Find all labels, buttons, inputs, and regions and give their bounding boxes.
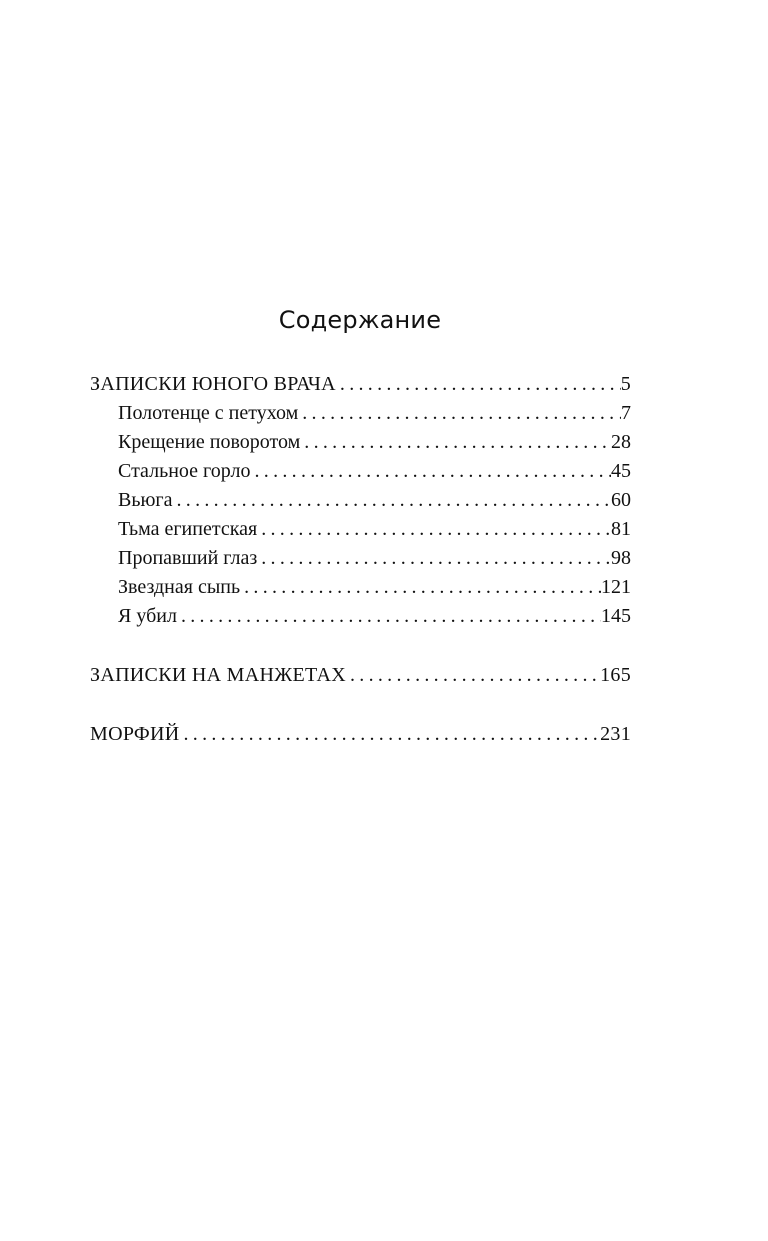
toc-entry-zapiski-na-manzhetakh (90, 661, 631, 690)
dot-leader (250, 457, 611, 486)
toc-entry-kreshchenie (90, 428, 631, 457)
toc-entry-stalnoe-gorlo (90, 457, 631, 486)
toc-entry-page: 145 (601, 605, 631, 627)
toc-entry-page: 45 (611, 460, 631, 482)
dot-leader (240, 573, 601, 602)
toc-entry-morfiy (90, 720, 631, 749)
toc-entry-ya-ubil (90, 602, 631, 631)
toc-entry-title: Крещение поворотом (118, 431, 301, 453)
toc-entry-page: 81 (611, 518, 631, 540)
toc-entry-title: Стальное горло (118, 460, 251, 482)
dot-leader (172, 486, 611, 515)
toc-entry-title: МОРФИЙ (90, 723, 180, 745)
toc-entry-page: 28 (611, 431, 631, 453)
dot-leader (336, 370, 621, 399)
dot-leader (257, 544, 611, 573)
dot-leader (300, 428, 611, 457)
toc-entry-polotentse (90, 399, 631, 428)
toc-entry-page: 7 (621, 402, 631, 424)
toc-entry-page: 60 (611, 489, 631, 511)
toc-entry-title: ЗАПИСКИ ЮНОГО ВРАЧА (90, 373, 336, 395)
toc-entry-page: 5 (620, 373, 631, 395)
toc-heading: Содержание (278, 306, 442, 334)
toc-entry-title: Я убил (118, 605, 177, 627)
toc-entry-title: Вьюга (118, 489, 173, 511)
toc-entry-title: Пропавший глаз (118, 547, 258, 569)
toc-entry-propavshiy-glaz (90, 544, 631, 573)
toc-entry-page: 165 (600, 664, 631, 686)
toc-entry-page: 231 (600, 723, 631, 745)
toc-entry-zvezdnaya-syp (90, 573, 631, 602)
table-of-contents (90, 370, 631, 749)
toc-entry-page: 121 (601, 576, 631, 598)
toc-entry-title: Полотенце с петухом (118, 402, 299, 424)
toc-entry-vyuga (90, 486, 631, 515)
toc-entry-title: Тьма египетская (118, 518, 258, 540)
dot-leader (298, 399, 621, 428)
toc-entry-tma-egipetskaya (90, 515, 631, 544)
dot-leader (346, 661, 600, 690)
dot-leader (180, 720, 601, 749)
dot-leader (257, 515, 611, 544)
toc-entry-title: Звездная сыпь (118, 576, 241, 598)
toc-entry-zapiski-yunogo-vracha (90, 370, 631, 399)
dot-leader (177, 602, 601, 631)
toc-entry-page: 98 (611, 547, 631, 569)
toc-entry-title: ЗАПИСКИ НА МАНЖЕТАХ (90, 664, 346, 686)
